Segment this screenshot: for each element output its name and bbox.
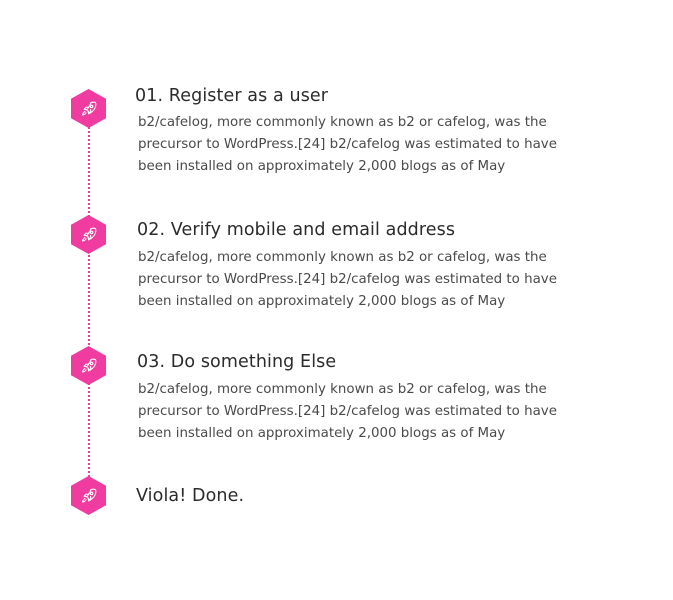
- step-marker-hexagon: [71, 89, 106, 128]
- step-title: 01. Register as a user: [135, 86, 329, 106]
- step-title: Viola! Done.: [136, 486, 245, 506]
- step-marker-hexagon: [71, 346, 106, 385]
- rocket-icon: [80, 357, 98, 375]
- step-description: b2/cafelog, more commonly known as b2 or cafelog, was the precursor to WordPress.[24] b2/cafelog was estimated to have been installed on approximately 2,000 blogs as of May: [138, 115, 557, 174]
- step-marker-hexagon: [71, 215, 106, 254]
- rocket-icon: [80, 487, 98, 505]
- step-marker-hexagon: [71, 476, 106, 515]
- timeline-connector: [88, 108, 90, 496]
- step-title: 03. Do something Else: [137, 352, 337, 372]
- step-description: b2/cafelog, more commonly known as b2 or cafelog, was the precursor to WordPress.[24] b2/cafelog was estimated to have been installed on approximately 2,000 blogs as of May: [138, 250, 557, 309]
- rocket-icon: [80, 226, 98, 244]
- step-description: b2/cafelog, more commonly known as b2 or cafelog, was the precursor to WordPress.[24] b2/cafelog was estimated to have been installed on approximately 2,000 blogs as of May: [138, 382, 557, 441]
- step-title: 02. Verify mobile and email address: [137, 220, 456, 240]
- rocket-icon: [80, 100, 98, 118]
